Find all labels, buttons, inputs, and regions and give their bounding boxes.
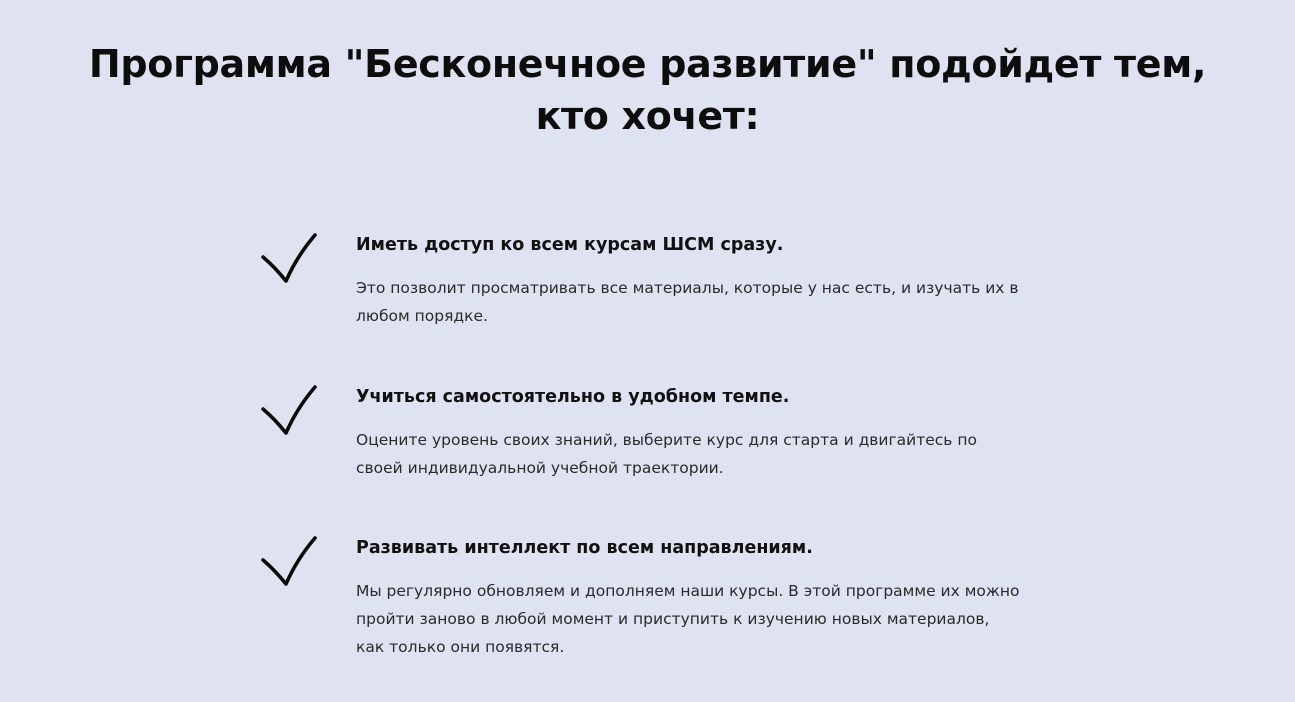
checkmark-icon	[260, 536, 318, 588]
section-title	[0, 38, 1295, 142]
benefit-title: Учиться самостоятельно в удобном темпе.	[356, 387, 790, 407]
benefit-description: Это позволит просматривать все материалы, которые у нас есть, и изучать их в любом порядке.	[356, 279, 1019, 325]
benefit-description: Мы регулярно обновляем и дополняем наши курсы. В этой программе их можно пройти заново в любой момент и приступить к изучению новых материалов, как только они появятся.	[356, 582, 1020, 656]
benefit-description: Оцените уровень своих знаний, выберите курс для старта и двигайтесь по своей индивидуальной учебной траектории.	[356, 431, 977, 477]
section-title-line-2: кто хочет:	[535, 94, 760, 138]
benefit-title: Иметь доступ ко всем курсам ШСМ сразу.	[356, 235, 784, 255]
benefit-title: Развивать интеллект по всем направлениям.	[356, 538, 813, 558]
checkmark-icon	[260, 385, 318, 437]
section-title-line-1: Программа "Бесконечное развитие" подойдет тем,	[88, 42, 1207, 86]
checkmark-icon	[260, 233, 318, 285]
